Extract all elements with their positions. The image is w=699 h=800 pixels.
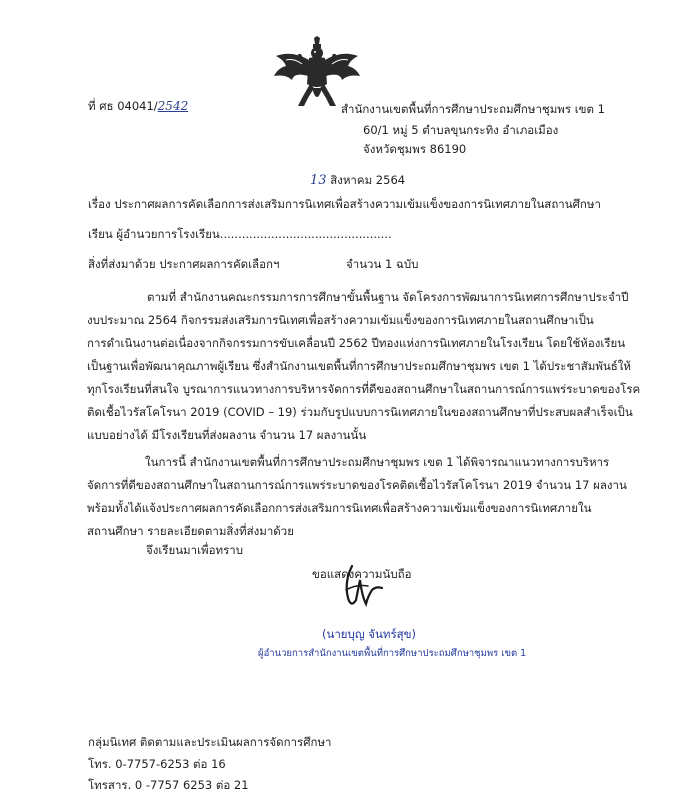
body-paragraph-1 [87,286,653,447]
footer-fax: โทรสาร. 0 -7757 6253 ต่อ 21 [88,778,249,792]
reference-handwritten-number: 2542 [157,99,189,113]
signatory-position: ผู้อำนวยการสำนักงานเขตพื้นที่การศึกษาประถมศึกษาชุมพร เขต 1 [258,648,527,659]
paragraph-2-line: ในการนี้ สำนักงานเขตพื้นที่การศึกษาประถมศึกษาชุมพร เขต 1 ได้พิจารณาแนวทางการบริหาร [145,455,610,469]
date-month-year: สิงหาคม 2564 [330,173,406,187]
paragraph-2-line: สถานศึกษา รายละเอียดตามสิ่งที่ส่งมาด้วย [87,524,294,538]
signatory-name: (นายบุญ จันทร์สุข) [322,627,417,641]
handwritten-signature [338,560,388,616]
salutation: เรียน ผู้อำนวยการโรงเรียน............................................... [88,227,392,241]
paragraph-1-line: ตามที่ สำนักงานคณะกรรมการการศึกษาขั้นพื้นฐาน จัดโครงการพัฒนาการนิเทศการศึกษาประจำปี [147,290,629,304]
footer-department: กลุ่มนิเทศ ติดตามและประเมินผลการจัดการศึกษา [88,735,332,749]
enclosure-quantity: จำนวน 1 ฉบับ [346,257,419,271]
sender-line-1: สำนักงานเขตพื้นที่การศึกษาประถมศึกษาชุมพร เขต 1 [341,102,605,116]
paragraph-1-line: ทุกโรงเรียนที่สนใจ บูรณาการแนวทางการบริหารจัดการที่ดีของสถานศึกษาในสถานการณ์การแพร่ระบาดของโรค [87,382,641,396]
reference-number [88,98,188,114]
body-paragraph-2 [87,451,653,543]
paragraph-1-line: งบประมาณ 2564 กิจกรรมส่งเสริมการนิเทศเพื่อสร้างความเข้มแข็งของการนิเทศภายในสถานศึกษาเป็น [87,313,594,327]
date-day-handwritten: 13 [310,173,327,188]
paragraph-1-line: เป็นฐานเพื่อพัฒนาคุณภาพผู้เรียน ซึ่งสำนักงานเขตพื้นที่การศึกษาประถมศึกษาชุมพร เขต 1 ได้ประชาสัมพันธ์ให้ [87,359,631,373]
enclosure-label: สิ่งที่ส่งมาด้วย ประกาศผลการคัดเลือกฯ [88,257,280,271]
letter-date [310,172,405,189]
paragraph-2-line: พร้อมทั้งได้แจ้งประกาศผลการคัดเลือกการส่งเสริมการนิเทศเพื่อสร้างความเข้มแข็งของการนิเทศภายใน [87,501,592,515]
footer-telephone: โทร. 0-7757-6253 ต่อ 16 [88,757,226,771]
reference-prefix: ที่ ศธ 04041/ [88,99,158,113]
sender-line-2: 60/1 หมู่ 5 ตำบลขุนกระทิง อำเภอเมือง [363,123,559,137]
closing-request: จึงเรียนมาเพื่อทราบ [146,543,244,557]
sender-line-3: จังหวัดชุมพร 86190 [363,142,467,156]
subject-line: เรื่อง ประกาศผลการคัดเลือกการส่งเสริมการนิเทศเพื่อสร้างความเข้มแข็งของการนิเทศภายในสถานศึกษา [88,197,601,211]
paragraph-1-line: ติดเชื้อไวรัสโคโรนา 2019 (COVID – 19) ร่วมกับรูปแบบการนิเทศภายในของสถานศึกษาที่ประสบผลสำเร็จเป็น [87,405,633,419]
paragraph-1-line: การดำเนินงานต่อเนื่องจากกิจกรรมการขับเคลื่อนปี 2562 ปีทองแห่งการนิเทศภายในโรงเรียน โดยใช้ห้องเรียน [87,336,626,350]
closing-phrase: ขอแสดงความนับถือ [312,567,412,581]
paragraph-2-line: จัดการที่ดีของสถานศึกษาในสถานการณ์การแพร่ระบาดของโรคติดเชื้อไวรัสโคโรนา 2019 จำนวน 17 ผลงาน [87,478,627,492]
paragraph-1-line: แบบอย่างได้ มีโรงเรียนที่ส่งผลงาน จำนวน 17 ผลงานนั้น [87,428,367,442]
